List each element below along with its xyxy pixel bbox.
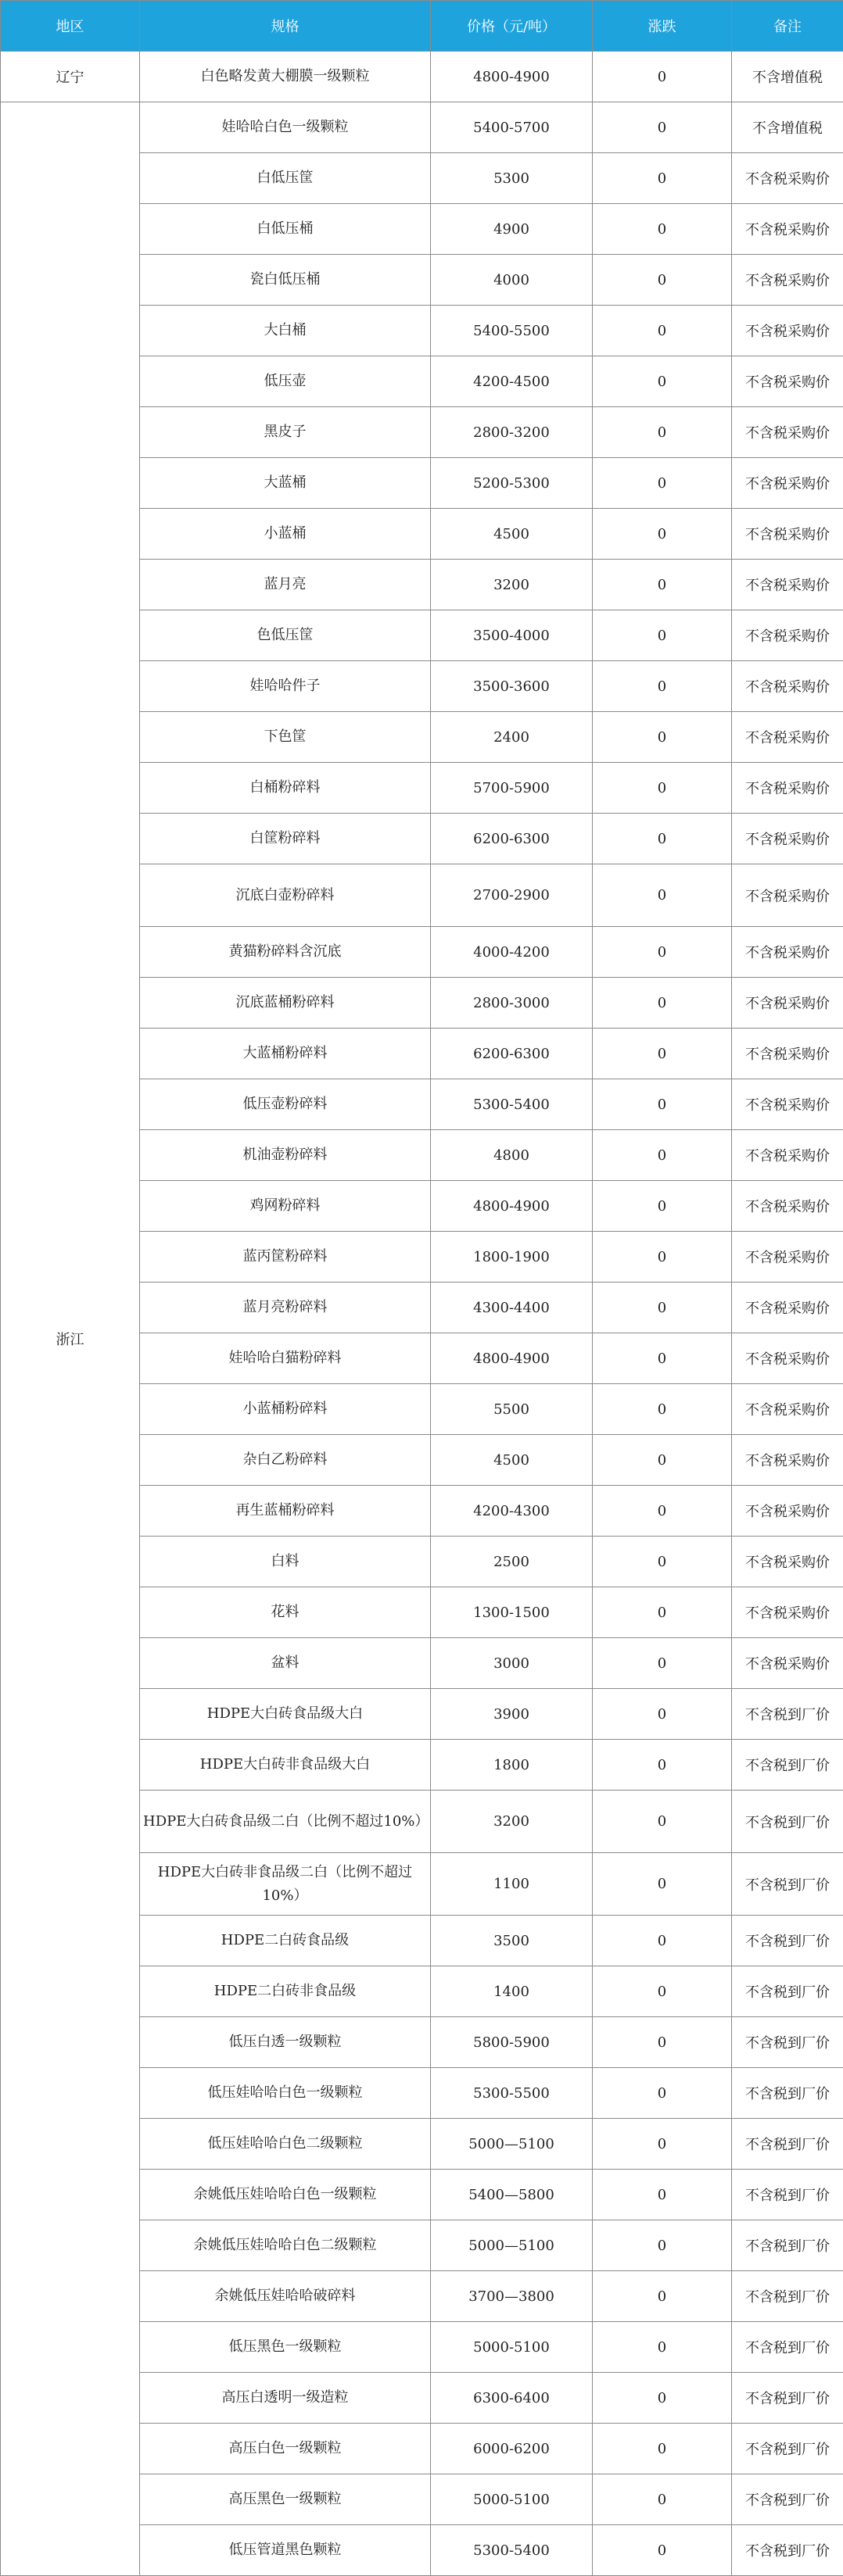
change-cell: 0: [593, 560, 732, 610]
change-cell: 0: [593, 1232, 732, 1283]
note-cell: 不含税采购价: [732, 1232, 843, 1283]
price-cell: 4900: [431, 204, 593, 255]
spec-cell: 高压白透明一级造粒: [140, 2373, 431, 2424]
change-cell: 0: [593, 153, 732, 204]
price-cell: 3500-4000: [431, 610, 593, 661]
change-cell: 0: [593, 1638, 732, 1689]
spec-cell: HDPE二白砖非食品级: [140, 1966, 431, 2017]
change-cell: 0: [593, 610, 732, 661]
note-cell: 不含税采购价: [732, 1638, 843, 1689]
change-cell: 0: [593, 2170, 732, 2220]
spec-cell: 花料: [140, 1587, 431, 1638]
change-cell: 0: [593, 2424, 732, 2474]
price-cell: 4000: [431, 255, 593, 306]
change-cell: 0: [593, 2068, 732, 2119]
price-cell: 3200: [431, 1791, 593, 1853]
note-cell: 不含税采购价: [732, 763, 843, 814]
spec-cell: HDPE二白砖食品级: [140, 1916, 431, 1966]
spec-cell: 低压娃哈哈白色一级颗粒: [140, 2068, 431, 2119]
price-cell: 2800-3200: [431, 407, 593, 458]
spec-cell: 瓷白低压桶: [140, 255, 431, 306]
change-cell: 0: [593, 306, 732, 356]
change-cell: 0: [593, 1029, 732, 1079]
change-cell: 0: [593, 2322, 732, 2373]
spec-cell: 白色略发黄大棚膜一级颗粒: [140, 52, 431, 102]
table-row: [1, 52, 843, 102]
change-cell: 0: [593, 2017, 732, 2068]
change-cell: 0: [593, 814, 732, 864]
spec-cell: HDPE大白砖食品级大白: [140, 1689, 431, 1740]
price-cell: 1100: [431, 1853, 593, 1916]
change-cell: 0: [593, 407, 732, 458]
change-cell: 0: [593, 458, 732, 509]
note-cell: 不含税采购价: [732, 1029, 843, 1079]
price-cell: 5000—5100: [431, 2220, 593, 2271]
price-cell: 5000—5100: [431, 2119, 593, 2170]
change-cell: 0: [593, 356, 732, 407]
note-cell: 不含税到厂价: [732, 2119, 843, 2170]
spec-cell: 低压壶: [140, 356, 431, 407]
price-cell: 4200-4300: [431, 1486, 593, 1537]
change-cell: 0: [593, 661, 732, 712]
header-region: 地区: [1, 1, 140, 52]
note-cell: 不含税采购价: [732, 927, 843, 978]
spec-cell: 余姚低压娃哈哈白色二级颗粒: [140, 2220, 431, 2271]
price-cell: 1300-1500: [431, 1587, 593, 1638]
note-cell: 不含增值税: [732, 102, 843, 153]
price-cell: 4800-4900: [431, 1333, 593, 1384]
price-cell: 5000-5100: [431, 2322, 593, 2373]
note-cell: 不含税采购价: [732, 1435, 843, 1486]
header-price: 价格（元/吨）: [431, 1, 593, 52]
note-cell: 不含税到厂价: [732, 2373, 843, 2424]
header-note: 备注: [732, 1, 843, 52]
price-cell: 2700-2900: [431, 864, 593, 927]
note-cell: 不含税采购价: [732, 1587, 843, 1638]
note-cell: 不含税采购价: [732, 978, 843, 1029]
header-spec: 规格: [140, 1, 431, 52]
price-cell: 3200: [431, 560, 593, 610]
change-cell: 0: [593, 102, 732, 153]
change-cell: 0: [593, 978, 732, 1029]
price-cell: 2800-3000: [431, 978, 593, 1029]
note-cell: 不含税采购价: [732, 407, 843, 458]
note-cell: 不含税采购价: [732, 610, 843, 661]
change-cell: 0: [593, 1537, 732, 1587]
spec-cell: 大蓝桶: [140, 458, 431, 509]
note-cell: 不含税到厂价: [732, 1740, 843, 1791]
change-cell: 0: [593, 52, 732, 102]
spec-cell: 蓝丙筐粉碎料: [140, 1232, 431, 1283]
price-cell: 5300-5400: [431, 2525, 593, 2576]
price-cell: 2500: [431, 1537, 593, 1587]
spec-cell: 高压白色一级颗粒: [140, 2424, 431, 2474]
change-cell: 0: [593, 509, 732, 560]
note-cell: 不含税采购价: [732, 356, 843, 407]
price-cell: 5300: [431, 153, 593, 204]
spec-cell: 蓝月亮: [140, 560, 431, 610]
note-cell: 不含税采购价: [732, 661, 843, 712]
spec-cell: 盆料: [140, 1638, 431, 1689]
note-cell: 不含税到厂价: [732, 2525, 843, 2576]
note-cell: 不含税到厂价: [732, 1853, 843, 1916]
change-cell: 0: [593, 1130, 732, 1181]
change-cell: 0: [593, 2474, 732, 2525]
note-cell: 不含税采购价: [732, 1537, 843, 1587]
note-cell: 不含税到厂价: [732, 2170, 843, 2220]
note-cell: 不含税采购价: [732, 204, 843, 255]
spec-cell: 白低压桶: [140, 204, 431, 255]
change-cell: 0: [593, 1740, 732, 1791]
price-cell: 3000: [431, 1638, 593, 1689]
note-cell: 不含税到厂价: [732, 1791, 843, 1853]
note-cell: 不含税到厂价: [732, 2220, 843, 2271]
change-cell: 0: [593, 1791, 732, 1853]
spec-cell: 小蓝桶粉碎料: [140, 1384, 431, 1435]
spec-cell: 鸡网粉碎料: [140, 1181, 431, 1232]
note-cell: 不含税到厂价: [732, 1689, 843, 1740]
change-cell: 0: [593, 864, 732, 927]
change-cell: 0: [593, 1384, 732, 1435]
price-cell: 3500: [431, 1916, 593, 1966]
note-cell: 不含税采购价: [732, 255, 843, 306]
spec-cell: 白筐粉碎料: [140, 814, 431, 864]
price-cell: 5400—5800: [431, 2170, 593, 2220]
spec-cell: 黄猫粉碎料含沉底: [140, 927, 431, 978]
table-header: [1, 1, 843, 52]
table-body: [1, 52, 843, 2576]
spec-cell: 余姚低压娃哈哈破碎料: [140, 2271, 431, 2322]
note-cell: 不含税采购价: [732, 1384, 843, 1435]
note-cell: 不含税采购价: [732, 509, 843, 560]
spec-cell: 低压白透一级颗粒: [140, 2017, 431, 2068]
note-cell: 不含税采购价: [732, 1079, 843, 1130]
note-cell: 不含税采购价: [732, 1486, 843, 1537]
change-cell: 0: [593, 763, 732, 814]
change-cell: 0: [593, 204, 732, 255]
price-cell: 4000-4200: [431, 927, 593, 978]
spec-cell: 娃哈哈白色一级颗粒: [140, 102, 431, 153]
spec-cell: 白料: [140, 1537, 431, 1587]
note-cell: 不含税采购价: [732, 864, 843, 927]
spec-cell: 低压黑色一级颗粒: [140, 2322, 431, 2373]
note-cell: 不含税采购价: [732, 1333, 843, 1384]
table-row: [1, 102, 843, 153]
spec-cell: 杂白乙粉碎料: [140, 1435, 431, 1486]
note-cell: 不含税采购价: [732, 306, 843, 356]
price-cell: 1400: [431, 1966, 593, 2017]
note-cell: 不含税采购价: [732, 153, 843, 204]
change-cell: 0: [593, 1966, 732, 2017]
header-change: 涨跌: [593, 1, 732, 52]
spec-cell: 娃哈哈件子: [140, 661, 431, 712]
spec-cell: 沉底蓝桶粉碎料: [140, 978, 431, 1029]
change-cell: 0: [593, 2220, 732, 2271]
change-cell: 0: [593, 1853, 732, 1916]
spec-cell: 下色筐: [140, 712, 431, 763]
price-cell: 6000-6200: [431, 2424, 593, 2474]
change-cell: 0: [593, 1587, 732, 1638]
price-cell: 5200-5300: [431, 458, 593, 509]
spec-cell: 再生蓝桶粉碎料: [140, 1486, 431, 1537]
spec-cell: HDPE大白砖食品级二白（比例不超过10%）: [140, 1791, 431, 1853]
spec-cell: 机油壶粉碎料: [140, 1130, 431, 1181]
price-cell: 3900: [431, 1689, 593, 1740]
note-cell: 不含税到厂价: [732, 1916, 843, 1966]
price-cell: 5800-5900: [431, 2017, 593, 2068]
price-cell: 4300-4400: [431, 1283, 593, 1333]
change-cell: 0: [593, 255, 732, 306]
price-cell: 4500: [431, 509, 593, 560]
spec-cell: 高压黑色一级颗粒: [140, 2474, 431, 2525]
spec-cell: 低压壶粉碎料: [140, 1079, 431, 1130]
note-cell: 不含税到厂价: [732, 2322, 843, 2373]
price-cell: 4800-4900: [431, 52, 593, 102]
note-cell: 不含税采购价: [732, 712, 843, 763]
price-cell: 4500: [431, 1435, 593, 1486]
change-cell: 0: [593, 1333, 732, 1384]
note-cell: 不含税到厂价: [732, 2474, 843, 2525]
price-cell: 4800-4900: [431, 1181, 593, 1232]
price-cell: 3500-3600: [431, 661, 593, 712]
price-cell: 4800: [431, 1130, 593, 1181]
region-cell: 浙江: [1, 102, 140, 2576]
change-cell: 0: [593, 1916, 732, 1966]
note-cell: 不含增值税: [732, 52, 843, 102]
change-cell: 0: [593, 1079, 732, 1130]
note-cell: 不含税到厂价: [732, 2068, 843, 2119]
price-cell: 6200-6300: [431, 814, 593, 864]
note-cell: 不含税采购价: [732, 458, 843, 509]
price-cell: 1800: [431, 1740, 593, 1791]
change-cell: 0: [593, 1181, 732, 1232]
change-cell: 0: [593, 927, 732, 978]
note-cell: 不含税采购价: [732, 560, 843, 610]
spec-cell: 小蓝桶: [140, 509, 431, 560]
change-cell: 0: [593, 2373, 732, 2424]
price-cell: 6200-6300: [431, 1029, 593, 1079]
spec-cell: 蓝月亮粉碎料: [140, 1283, 431, 1333]
spec-cell: 大白桶: [140, 306, 431, 356]
price-cell: 5400-5500: [431, 306, 593, 356]
change-cell: 0: [593, 1435, 732, 1486]
price-cell: 4200-4500: [431, 356, 593, 407]
change-cell: 0: [593, 712, 732, 763]
change-cell: 0: [593, 1283, 732, 1333]
note-cell: 不含税采购价: [732, 1130, 843, 1181]
spec-cell: HDPE大白砖非食品级大白: [140, 1740, 431, 1791]
change-cell: 0: [593, 2525, 732, 2576]
spec-cell: 余姚低压娃哈哈白色一级颗粒: [140, 2170, 431, 2220]
spec-cell: 娃哈哈白猫粉碎料: [140, 1333, 431, 1384]
price-cell: 2400: [431, 712, 593, 763]
note-cell: 不含税到厂价: [732, 2017, 843, 2068]
note-cell: 不含税到厂价: [732, 2424, 843, 2474]
price-cell: 5000-5100: [431, 2474, 593, 2525]
spec-cell: 色低压筐: [140, 610, 431, 661]
spec-cell: HDPE大白砖非食品级二白（比例不超过10%）: [140, 1853, 431, 1916]
price-cell: 5300-5400: [431, 1079, 593, 1130]
price-cell: 1800-1900: [431, 1232, 593, 1283]
price-cell: 6300-6400: [431, 2373, 593, 2424]
spec-cell: 黑皮子: [140, 407, 431, 458]
price-cell: 3700—3800: [431, 2271, 593, 2322]
change-cell: 0: [593, 2119, 732, 2170]
price-cell: 5300-5500: [431, 2068, 593, 2119]
note-cell: 不含税到厂价: [732, 2271, 843, 2322]
spec-cell: 低压管道黑色颗粒: [140, 2525, 431, 2576]
price-cell: 5500: [431, 1384, 593, 1435]
spec-cell: 大蓝桶粉碎料: [140, 1029, 431, 1079]
spec-cell: 白桶粉碎料: [140, 763, 431, 814]
note-cell: 不含税采购价: [732, 814, 843, 864]
price-cell: 5400-5700: [431, 102, 593, 153]
note-cell: 不含税采购价: [732, 1181, 843, 1232]
spec-cell: 低压娃哈哈白色二级颗粒: [140, 2119, 431, 2170]
note-cell: 不含税到厂价: [732, 1966, 843, 2017]
note-cell: 不含税采购价: [732, 1283, 843, 1333]
region-cell: 辽宁: [1, 52, 140, 102]
change-cell: 0: [593, 1689, 732, 1740]
spec-cell: 沉底白壶粉碎料: [140, 864, 431, 927]
change-cell: 0: [593, 2271, 732, 2322]
spec-cell: 白低压筐: [140, 153, 431, 204]
price-cell: 5700-5900: [431, 763, 593, 814]
change-cell: 0: [593, 1486, 732, 1537]
